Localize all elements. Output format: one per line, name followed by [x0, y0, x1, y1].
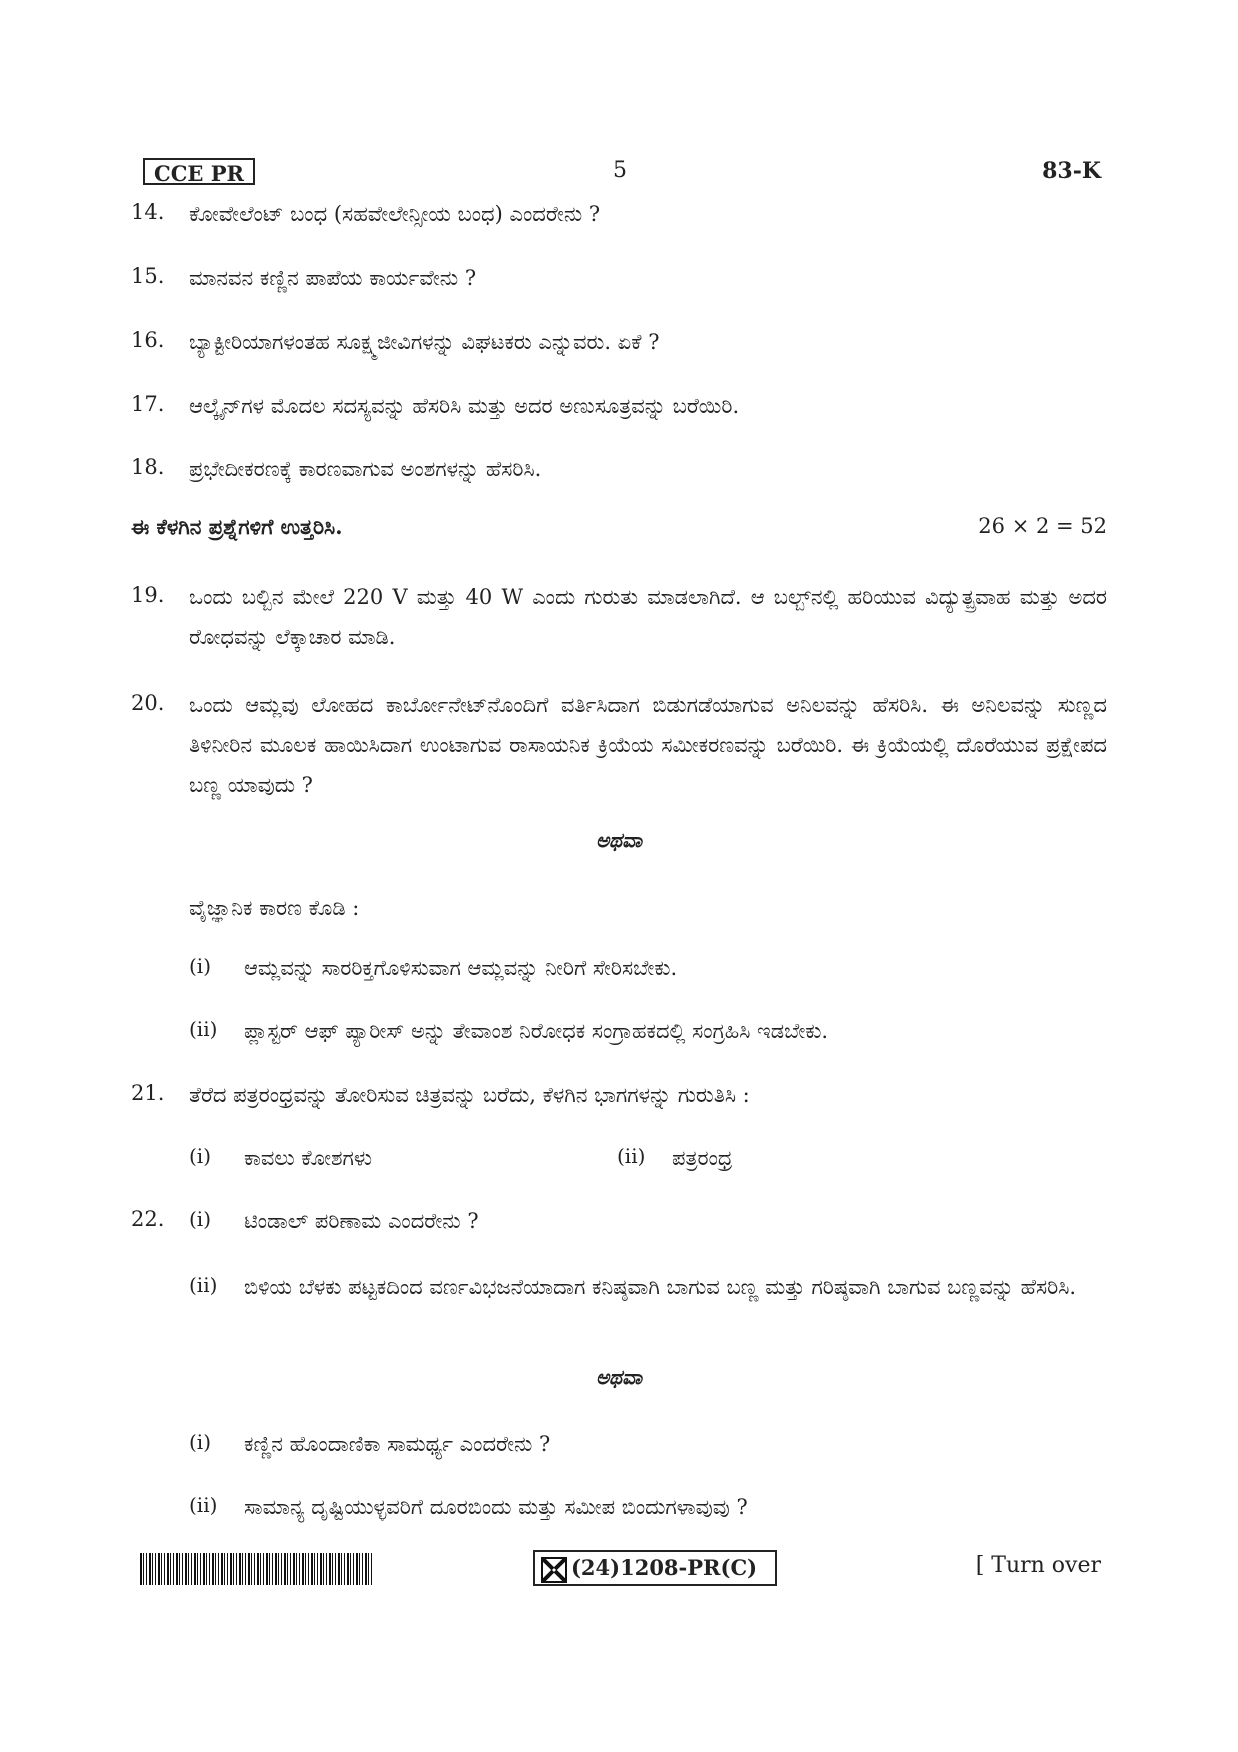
sub-question-text: ಪತ್ರರಂಧ್ರ [672, 1146, 733, 1170]
sub-question-text: ಬಿಳಿಯ ಬೆಳಕು ಪಟ್ಟಕದಿಂದ ವರ್ಣವಿಭಜನೆಯಾದಾಗ ಕನಿಷ್ಠವಾಗಿ ಬಾಗುವ ಬಣ್ಣ ಮತ್ತು ಗರಿಷ್ಠವಾಗಿ ಬಾಗುವ ಬಣ್ಣವನ್ನು ಹೆಸರಿಸಿ. [244, 1275, 1077, 1299]
alternative-intro: ವೈಜ್ಞಾನಿಕ ಕಾರಣ ಕೊಡಿ : [189, 896, 360, 920]
question-number: 21. [131, 1081, 165, 1105]
qr-code-icon [541, 1557, 567, 1583]
question-number: 22. [131, 1207, 165, 1231]
paper-code: (24)1208-PR(C) [571, 1555, 758, 1580]
roman-numeral: (ii) [189, 1273, 218, 1297]
question-number: 14. [131, 200, 165, 224]
sub-question-text: ಕಾವಲು ಕೋಶಗಳು [244, 1146, 372, 1170]
section-instruction: ಈ ಕೆಳಗಿನ ಪ್ರಶ್ನೆಗಳಿಗೆ ಉತ್ತರಿಸಿ. [131, 514, 343, 539]
question-text: ಒಂದು ಆಮ್ಲವು ಲೋಹದ ಕಾರ್ಬೋನೇಟ್‌ನೊಂದಿಗೆ ವರ್ತಿಸಿದಾಗ ಬಿಡುಗಡೆಯಾಗುವ ಅನಿಲವನ್ನು ಹೆಸರಿಸಿ. ಈ ಅನಿಲವನ್ನು ಸುಣ್ಣದ ತಿಳಿನೀರಿನ ಮೂಲಕ ಹಾಯಿಸಿದಾಗ ಉಂಟಾಗುವ ರಾಸಾಯನಿಕ ಕ್ರಿಯೆಯ ಸಮೀಕರಣವನ್ನು ಬರೆಯಿರಿ. ಈ ಕ್ರಿಯೆಯಲ್ಲಿ ದೊರೆಯುವ ಪ್ರಕ್ಷೇಪದ ಬಣ್ಣ ಯಾವುದು ? [189, 693, 1107, 797]
question-number: 18. [131, 455, 165, 479]
question-text: ಮಾನವನ ಕಣ್ಣಿನ ಪಾಪೆಯ ಕಾರ್ಯವೇನು ? [189, 266, 477, 290]
sub-question-text: ಸಾಮಾನ್ಯ ದೃಷ್ಟಿಯುಳ್ಳವರಿಗೆ ದೂರಬಿಂದು ಮತ್ತು ಸಮೀಪ ಬಿಂದುಗಳಾವುವು ? [244, 1495, 748, 1519]
cce-pr-label: CCE PR [143, 158, 255, 185]
turn-over-label: [ Turn over [975, 1553, 1101, 1578]
or-separator: ಅಥವಾ [596, 1365, 642, 1389]
sub-question-text: ಕಣ್ಣಿನ ಹೊಂದಾಣಿಕಾ ಸಾಮರ್ಥ್ಯ ಎಂದರೇನು ? [244, 1432, 551, 1456]
barcode [140, 1553, 372, 1585]
question-text: ಆಲ್ಕೈನ್‌ಗಳ ಮೊದಲ ಸದಸ್ಯವನ್ನು ಹೆಸರಿಸಿ ಮತ್ತು ಅದರ ಅಣುಸೂತ್ರವನ್ನು ಬರೆಯಿರಿ. [189, 394, 740, 418]
paper-code-box [533, 1550, 777, 1586]
question-text: ಬ್ಯಾಕ್ಟೀರಿಯಾಗಳಂತಹ ಸೂಕ್ಷ್ಮಜೀವಿಗಳನ್ನು ವಿಘಟಕರು ಎನ್ನುವರು. ಏಕೆ ? [189, 330, 660, 354]
roman-numeral: (i) [189, 1430, 212, 1454]
question-number: 20. [131, 691, 165, 715]
question-text: ಪ್ರಭೇದೀಕರಣಕ್ಕೆ ಕಾರಣವಾಗುವ ಅಂಶಗಳನ್ನು ಹೆಸರಿಸಿ. [189, 457, 542, 481]
roman-numeral: (ii) [189, 1493, 218, 1517]
question-number: 16. [131, 328, 165, 352]
roman-numeral: (i) [189, 1207, 212, 1231]
question-text: ಒಂದು ಬಲ್ಬಿನ ಮೇಲೆ 220 V ಮತ್ತು 40 W ಎಂದು ಗುರುತು ಮಾಡಲಾಗಿದೆ. ಆ ಬಲ್ಬ್‌ನಲ್ಲಿ ಹರಿಯುವ ವಿದ್ಯುತ್ಪ್ರವಾಹ ಮತ್ತು ಅದರ ರೋಧವನ್ನು ಲೆಕ್ಕಾಚಾರ ಮಾಡಿ. [189, 585, 1107, 649]
or-separator: ಅಥವಾ [596, 828, 642, 852]
page-number: 5 [613, 158, 627, 183]
question-number: 17. [131, 392, 165, 416]
question-number: 19. [131, 583, 165, 607]
question-text: ಕೋವೇಲೆಂಟ್ ಬಂಧ (ಸಹವೇಲೇನ್ಸೀಯ ಬಂಧ) ಎಂದರೇನು ? [189, 202, 601, 226]
roman-numeral: (ii) [189, 1017, 218, 1041]
question-number: 15. [131, 264, 165, 288]
sub-question-text: ಪ್ಲಾಸ್ಟರ್ ಆಫ್ ಪ್ಯಾರೀಸ್ ಅನ್ನು ತೇವಾಂಶ ನಿರೋಧಕ ಸಂಗ್ರಾಹಕದಲ್ಲಿ ಸಂಗ್ರಹಿಸಿ ಇಡಬೇಕು. [244, 1019, 829, 1043]
roman-numeral: (i) [189, 954, 212, 978]
roman-numeral: (i) [189, 1144, 212, 1168]
roman-numeral: (ii) [617, 1144, 646, 1168]
paper-code-header: 83-K [1042, 158, 1101, 184]
question-text: ತೆರೆದ ಪತ್ರರಂಧ್ರವನ್ನು ತೋರಿಸುವ ಚಿತ್ರವನ್ನು ಬರೆದು, ಕೆಳಗಿನ ಭಾಗಗಳನ್ನು ಗುರುತಿಸಿ : [189, 1083, 750, 1107]
section-marks: 26 × 2 = 52 [978, 514, 1107, 538]
sub-question-text: ಟಿಂಡಾಲ್ ಪರಿಣಾಮ ಎಂದರೇನು ? [244, 1209, 479, 1233]
sub-question-text: ಆಮ್ಲವನ್ನು ಸಾರರಿಕ್ತಗೊಳಿಸುವಾಗ ಆಮ್ಲವನ್ನು ನೀರಿಗೆ ಸೇರಿಸಬೇಕು. [244, 956, 678, 980]
